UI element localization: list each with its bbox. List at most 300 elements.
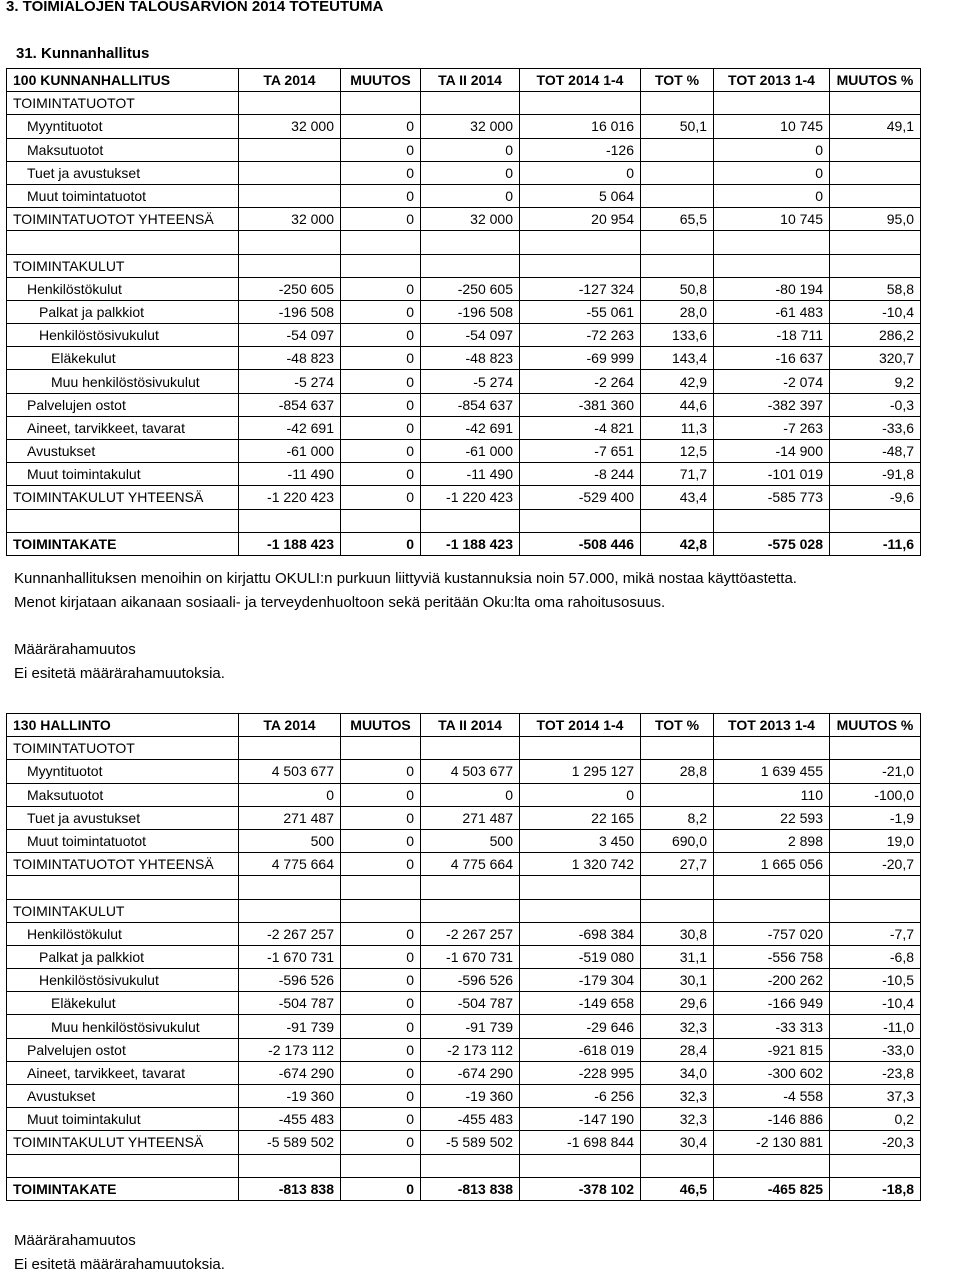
cell-ta2014: -813 838	[239, 1177, 341, 1200]
cell-ta2014: 4 775 664	[239, 853, 341, 876]
table-header-name: 100 KUNNANHALLITUS	[7, 69, 239, 92]
table-header-row	[7, 69, 921, 92]
cell-muutos: 0	[341, 1015, 421, 1038]
table-row	[7, 300, 921, 323]
row-label: Aineet, tarvikkeet, tavarat	[7, 1061, 239, 1084]
cell-muutos-pct: -11,0	[830, 1015, 921, 1038]
cell-tot-pct	[641, 737, 714, 760]
cell-tot-pct: 32,3	[641, 1108, 714, 1131]
cell-tot2014: -8 244	[520, 463, 641, 486]
cell-ta2014	[239, 161, 341, 184]
cell-ta-ii-2014: -61 000	[421, 440, 520, 463]
cell-tot-pct	[641, 1154, 714, 1177]
cell-tot2014: -149 658	[520, 992, 641, 1015]
col-header-tot2013: TOT 2013 1-4	[714, 69, 830, 92]
table-row	[7, 945, 921, 968]
table-row-spacer	[7, 231, 921, 254]
cell-muutos: 0	[341, 463, 421, 486]
cell-ta-ii-2014: -596 526	[421, 969, 520, 992]
cell-muutos-pct	[830, 138, 921, 161]
table-row	[7, 486, 921, 509]
cell-tot2013: -4 558	[714, 1085, 830, 1108]
cell-muutos-pct: -11,6	[830, 532, 921, 555]
table-row	[7, 783, 921, 806]
cell-tot2014: -72 263	[520, 324, 641, 347]
cell-muutos	[341, 92, 421, 115]
cell-muutos: 0	[341, 347, 421, 370]
row-label: TOIMINTAKATE	[7, 532, 239, 555]
cell-ta-ii-2014: 500	[421, 829, 520, 852]
cell-muutos: 0	[341, 277, 421, 300]
cell-tot-pct: 28,8	[641, 760, 714, 783]
cell-tot2013: 10 745	[714, 208, 830, 231]
cell-muutos-pct: -21,0	[830, 760, 921, 783]
table-header-name: 130 HALLINTO	[7, 714, 239, 737]
cell-ta2014	[239, 1154, 341, 1177]
cell-tot2013: 110	[714, 783, 830, 806]
cell-tot2013: 0	[714, 161, 830, 184]
col-header-muutos-pct: MUUTOS %	[830, 69, 921, 92]
cell-muutos-pct: -33,0	[830, 1038, 921, 1061]
row-label: Palvelujen ostot	[7, 393, 239, 416]
cell-tot2014: -55 061	[520, 300, 641, 323]
cell-ta2014: -596 526	[239, 969, 341, 992]
cell-tot2014	[520, 899, 641, 922]
cell-tot2013: 10 745	[714, 115, 830, 138]
cell-ta-ii-2014: 4 775 664	[421, 853, 520, 876]
cell-ta2014	[239, 184, 341, 207]
cell-ta-ii-2014	[421, 92, 520, 115]
cell-tot-pct	[641, 254, 714, 277]
cell-tot2013	[714, 254, 830, 277]
row-label: TOIMINTATUOTOT	[7, 92, 239, 115]
cell-tot2014: -4 821	[520, 416, 641, 439]
cell-ta-ii-2014: -5 589 502	[421, 1131, 520, 1154]
cell-tot2014: 5 064	[520, 184, 641, 207]
cell-ta2014: -504 787	[239, 992, 341, 1015]
row-label	[7, 876, 239, 899]
table-row	[7, 1108, 921, 1131]
cell-muutos: 0	[341, 324, 421, 347]
cell-tot-pct: 30,4	[641, 1131, 714, 1154]
cell-tot2013: -16 637	[714, 347, 830, 370]
cell-ta-ii-2014: 32 000	[421, 115, 520, 138]
cell-ta-ii-2014: -504 787	[421, 992, 520, 1015]
cell-tot-pct: 30,8	[641, 922, 714, 945]
cell-ta2014: 4 503 677	[239, 760, 341, 783]
cell-muutos: 0	[341, 806, 421, 829]
cell-tot2014: -618 019	[520, 1038, 641, 1061]
cell-muutos	[341, 876, 421, 899]
cell-tot2014: 1 320 742	[520, 853, 641, 876]
table-row	[7, 1038, 921, 1061]
cell-muutos-pct	[830, 1154, 921, 1177]
cell-tot2013	[714, 899, 830, 922]
cell-muutos-pct	[830, 254, 921, 277]
cell-muutos-pct	[830, 231, 921, 254]
cell-muutos-pct: -0,3	[830, 393, 921, 416]
cell-ta2014: -2 267 257	[239, 922, 341, 945]
cell-ta-ii-2014: -54 097	[421, 324, 520, 347]
cell-tot2014: 20 954	[520, 208, 641, 231]
cell-ta2014: -11 490	[239, 463, 341, 486]
cell-tot-pct: 71,7	[641, 463, 714, 486]
cell-muutos-pct	[830, 161, 921, 184]
cell-muutos-pct: -48,7	[830, 440, 921, 463]
cell-ta2014: -674 290	[239, 1061, 341, 1084]
cell-ta2014	[239, 138, 341, 161]
cell-ta-ii-2014: 32 000	[421, 208, 520, 231]
table-header-row	[7, 714, 921, 737]
cell-muutos: 0	[341, 208, 421, 231]
cell-tot-pct: 12,5	[641, 440, 714, 463]
note-line-2: Menot kirjataan aikanaan sosiaali- ja terveydenhuoltoon sekä peritään Oku:lta oma rahoitusosuus.	[14, 594, 666, 611]
cell-muutos	[341, 737, 421, 760]
cell-muutos-pct: -20,3	[830, 1131, 921, 1154]
cell-ta-ii-2014: 0	[421, 783, 520, 806]
cell-muutos: 0	[341, 1085, 421, 1108]
cell-ta2014: -196 508	[239, 300, 341, 323]
row-label: Muu henkilöstösivukulut	[7, 370, 239, 393]
table-row-spacer	[7, 876, 921, 899]
cell-ta-ii-2014	[421, 737, 520, 760]
cell-tot2013: -585 773	[714, 486, 830, 509]
cell-muutos-pct: 49,1	[830, 115, 921, 138]
cell-muutos: 0	[341, 440, 421, 463]
table-row	[7, 1085, 921, 1108]
cell-muutos-pct: -10,4	[830, 992, 921, 1015]
cell-ta2014: 32 000	[239, 208, 341, 231]
cell-muutos: 0	[341, 1061, 421, 1084]
col-header-ta-ii-2014: TA II 2014	[421, 714, 520, 737]
cell-muutos-pct: 58,8	[830, 277, 921, 300]
amendment-heading-2: Määrärahamuutos	[14, 1232, 136, 1249]
cell-ta2014: -42 691	[239, 416, 341, 439]
cell-muutos: 0	[341, 1038, 421, 1061]
cell-ta2014: 500	[239, 829, 341, 852]
cell-ta-ii-2014: -455 483	[421, 1108, 520, 1131]
row-label: Muut toimintatuotot	[7, 184, 239, 207]
cell-ta-ii-2014: -11 490	[421, 463, 520, 486]
cell-ta2014: -54 097	[239, 324, 341, 347]
row-label: TOIMINTATUOTOT YHTEENSÄ	[7, 853, 239, 876]
cell-muutos: 0	[341, 829, 421, 852]
cell-tot2013: -200 262	[714, 969, 830, 992]
cell-ta2014: -5 589 502	[239, 1131, 341, 1154]
cell-muutos: 0	[341, 783, 421, 806]
cell-tot2014	[520, 509, 641, 532]
cell-tot2014: -228 995	[520, 1061, 641, 1084]
cell-muutos-pct: 0,2	[830, 1108, 921, 1131]
cell-tot-pct: 46,5	[641, 1177, 714, 1200]
cell-muutos-pct: -23,8	[830, 1061, 921, 1084]
cell-ta-ii-2014: -196 508	[421, 300, 520, 323]
cell-tot-pct: 690,0	[641, 829, 714, 852]
cell-muutos-pct	[830, 184, 921, 207]
cell-muutos-pct: 9,2	[830, 370, 921, 393]
cell-tot2013	[714, 509, 830, 532]
cell-ta-ii-2014	[421, 1154, 520, 1177]
table-row	[7, 463, 921, 486]
row-label	[7, 231, 239, 254]
cell-muutos: 0	[341, 922, 421, 945]
cell-ta2014	[239, 876, 341, 899]
row-label: TOIMINTATUOTOT YHTEENSÄ	[7, 208, 239, 231]
table-row	[7, 277, 921, 300]
cell-tot-pct	[641, 92, 714, 115]
cell-tot-pct: 65,5	[641, 208, 714, 231]
cell-tot2013	[714, 1154, 830, 1177]
row-label: Palkat ja palkkiot	[7, 945, 239, 968]
cell-tot2013: -80 194	[714, 277, 830, 300]
cell-tot2013: -18 711	[714, 324, 830, 347]
amendment-text-2: Ei esitetä määrärahamuutoksia.	[14, 1256, 225, 1273]
table-row	[7, 92, 921, 115]
cell-muutos	[341, 509, 421, 532]
col-header-tot-pct: TOT %	[641, 714, 714, 737]
cell-tot2013: 22 593	[714, 806, 830, 829]
cell-ta2014: -91 739	[239, 1015, 341, 1038]
row-label: TOIMINTAKULUT	[7, 254, 239, 277]
table-row	[7, 138, 921, 161]
cell-tot2013: -757 020	[714, 922, 830, 945]
cell-muutos: 0	[341, 1108, 421, 1131]
row-label: Henkilöstösivukulut	[7, 324, 239, 347]
cell-tot2013	[714, 231, 830, 254]
cell-muutos: 0	[341, 1177, 421, 1200]
cell-muutos-pct: -9,6	[830, 486, 921, 509]
cell-muutos: 0	[341, 370, 421, 393]
cell-tot-pct: 28,0	[641, 300, 714, 323]
cell-tot-pct	[641, 184, 714, 207]
cell-muutos-pct: -100,0	[830, 783, 921, 806]
cell-tot-pct	[641, 899, 714, 922]
cell-muutos: 0	[341, 969, 421, 992]
col-header-muutos: MUUTOS	[341, 714, 421, 737]
cell-ta2014	[239, 509, 341, 532]
cell-tot2014	[520, 254, 641, 277]
table-row	[7, 806, 921, 829]
cell-tot-pct: 50,8	[641, 277, 714, 300]
cell-tot-pct: 27,7	[641, 853, 714, 876]
cell-ta-ii-2014	[421, 231, 520, 254]
amendment-heading: Määrärahamuutos	[14, 641, 136, 658]
cell-muutos-pct: -91,8	[830, 463, 921, 486]
cell-tot-pct: 34,0	[641, 1061, 714, 1084]
cell-ta-ii-2014: -674 290	[421, 1061, 520, 1084]
cell-ta-ii-2014	[421, 876, 520, 899]
table-row	[7, 161, 921, 184]
cell-ta-ii-2014: 0	[421, 138, 520, 161]
table-row	[7, 370, 921, 393]
cell-ta-ii-2014	[421, 254, 520, 277]
table-row	[7, 969, 921, 992]
cell-tot2013: -2 074	[714, 370, 830, 393]
section-title: 31. Kunnanhallitus	[16, 45, 150, 62]
cell-tot2013	[714, 92, 830, 115]
cell-tot2013: -575 028	[714, 532, 830, 555]
table-row	[7, 254, 921, 277]
cell-ta-ii-2014: -250 605	[421, 277, 520, 300]
row-label: TOIMINTAKULUT YHTEENSÄ	[7, 1131, 239, 1154]
cell-muutos-pct: -6,8	[830, 945, 921, 968]
cell-ta2014: -455 483	[239, 1108, 341, 1131]
cell-tot2013: -101 019	[714, 463, 830, 486]
cell-ta-ii-2014: -5 274	[421, 370, 520, 393]
table-row	[7, 393, 921, 416]
row-label: Tuet ja avustukset	[7, 806, 239, 829]
cell-tot2014: -69 999	[520, 347, 641, 370]
cell-muutos: 0	[341, 992, 421, 1015]
cell-ta2014: -1 670 731	[239, 945, 341, 968]
table-row	[7, 184, 921, 207]
cell-tot2014: 16 016	[520, 115, 641, 138]
row-label: Muu henkilöstösivukulut	[7, 1015, 239, 1038]
row-label: Eläkekulut	[7, 347, 239, 370]
cell-tot2013: -382 397	[714, 393, 830, 416]
cell-tot2013	[714, 737, 830, 760]
cell-tot2014: 3 450	[520, 829, 641, 852]
cell-tot2014: -6 256	[520, 1085, 641, 1108]
cell-tot2013: -14 900	[714, 440, 830, 463]
cell-tot2014: -381 360	[520, 393, 641, 416]
budget-table-kunnanhallitus	[6, 68, 921, 556]
cell-tot2013: 2 898	[714, 829, 830, 852]
row-label: Tuet ja avustukset	[7, 161, 239, 184]
cell-muutos-pct: 37,3	[830, 1085, 921, 1108]
cell-ta-ii-2014: 4 503 677	[421, 760, 520, 783]
cell-muutos: 0	[341, 393, 421, 416]
cell-ta2014	[239, 92, 341, 115]
cell-muutos: 0	[341, 300, 421, 323]
row-label: Muut toimintakulut	[7, 1108, 239, 1131]
row-label: TOIMINTAKATE	[7, 1177, 239, 1200]
row-label: Palkat ja palkkiot	[7, 300, 239, 323]
cell-tot2014: 0	[520, 783, 641, 806]
cell-tot-pct: 30,1	[641, 969, 714, 992]
col-header-muutos: MUUTOS	[341, 69, 421, 92]
cell-muutos: 0	[341, 486, 421, 509]
cell-ta2014: -61 000	[239, 440, 341, 463]
cell-ta2014	[239, 737, 341, 760]
row-label: Henkilöstökulut	[7, 922, 239, 945]
cell-ta-ii-2014: 0	[421, 184, 520, 207]
cell-ta-ii-2014: -813 838	[421, 1177, 520, 1200]
cell-muutos	[341, 1154, 421, 1177]
cell-tot2014: -127 324	[520, 277, 641, 300]
cell-tot2013: -921 815	[714, 1038, 830, 1061]
cell-tot2013: 0	[714, 138, 830, 161]
cell-muutos: 0	[341, 1131, 421, 1154]
table-row	[7, 899, 921, 922]
cell-ta2014: 271 487	[239, 806, 341, 829]
cell-ta-ii-2014	[421, 899, 520, 922]
cell-tot2013: -146 886	[714, 1108, 830, 1131]
cell-tot2013	[714, 876, 830, 899]
cell-tot-pct: 11,3	[641, 416, 714, 439]
table-row-spacer	[7, 1154, 921, 1177]
cell-tot2013: 1 639 455	[714, 760, 830, 783]
cell-tot-pct	[641, 138, 714, 161]
table-row-spacer	[7, 509, 921, 532]
cell-muutos-pct	[830, 92, 921, 115]
cell-tot-pct: 133,6	[641, 324, 714, 347]
cell-muutos-pct: -18,8	[830, 1177, 921, 1200]
table-row	[7, 1015, 921, 1038]
cell-tot2013: 1 665 056	[714, 853, 830, 876]
row-label: Muut toimintakulut	[7, 463, 239, 486]
cell-ta-ii-2014: -91 739	[421, 1015, 520, 1038]
cell-muutos: 0	[341, 532, 421, 555]
cell-tot2013: -33 313	[714, 1015, 830, 1038]
cell-tot-pct	[641, 161, 714, 184]
row-label: TOIMINTATUOTOT	[7, 737, 239, 760]
cell-muutos: 0	[341, 416, 421, 439]
cell-tot-pct: 8,2	[641, 806, 714, 829]
cell-tot2014: -1 698 844	[520, 1131, 641, 1154]
cell-ta-ii-2014: -1 188 423	[421, 532, 520, 555]
cell-tot2013: -465 825	[714, 1177, 830, 1200]
cell-muutos-pct: 95,0	[830, 208, 921, 231]
cell-tot2014	[520, 876, 641, 899]
cell-tot-pct: 32,3	[641, 1085, 714, 1108]
note-line-1: Kunnanhallituksen menoihin on kirjattu OKULI:n purkuun liittyviä kustannuksia noin 57.000, mikä nostaa käyttöastetta.	[14, 570, 797, 587]
cell-muutos: 0	[341, 138, 421, 161]
cell-tot2013: -166 949	[714, 992, 830, 1015]
row-label: Myyntituotot	[7, 760, 239, 783]
cell-ta-ii-2014: 0	[421, 161, 520, 184]
cell-ta-ii-2014: -42 691	[421, 416, 520, 439]
cell-muutos	[341, 899, 421, 922]
cell-ta2014: -19 360	[239, 1085, 341, 1108]
cell-tot2014: -7 651	[520, 440, 641, 463]
table-row	[7, 1177, 921, 1200]
cell-tot-pct	[641, 231, 714, 254]
cell-tot-pct	[641, 876, 714, 899]
cell-tot-pct	[641, 509, 714, 532]
table-row	[7, 324, 921, 347]
cell-ta-ii-2014: 271 487	[421, 806, 520, 829]
table-row	[7, 115, 921, 138]
cell-muutos-pct: 19,0	[830, 829, 921, 852]
row-label: Henkilöstökulut	[7, 277, 239, 300]
cell-ta2014	[239, 231, 341, 254]
table-row	[7, 922, 921, 945]
row-label: Eläkekulut	[7, 992, 239, 1015]
cell-tot2014: -179 304	[520, 969, 641, 992]
cell-tot2014: -378 102	[520, 1177, 641, 1200]
cell-ta-ii-2014: -2 267 257	[421, 922, 520, 945]
cell-tot2013: -7 263	[714, 416, 830, 439]
row-label: Maksutuotot	[7, 138, 239, 161]
cell-tot2014: -519 080	[520, 945, 641, 968]
cell-ta-ii-2014	[421, 509, 520, 532]
table-row	[7, 760, 921, 783]
cell-muutos-pct	[830, 509, 921, 532]
cell-tot2013: 0	[714, 184, 830, 207]
cell-tot-pct: 32,3	[641, 1015, 714, 1038]
page-title: 3. TOIMIALOJEN TALOUSARVION 2014 TOTEUTUMA	[6, 0, 384, 15]
cell-tot2013: -300 602	[714, 1061, 830, 1084]
table-row	[7, 208, 921, 231]
row-label: Avustukset	[7, 440, 239, 463]
cell-tot2013: -2 130 881	[714, 1131, 830, 1154]
cell-ta2014: -250 605	[239, 277, 341, 300]
row-label: Palvelujen ostot	[7, 1038, 239, 1061]
row-label: Maksutuotot	[7, 783, 239, 806]
cell-tot-pct: 143,4	[641, 347, 714, 370]
cell-ta2014: 32 000	[239, 115, 341, 138]
